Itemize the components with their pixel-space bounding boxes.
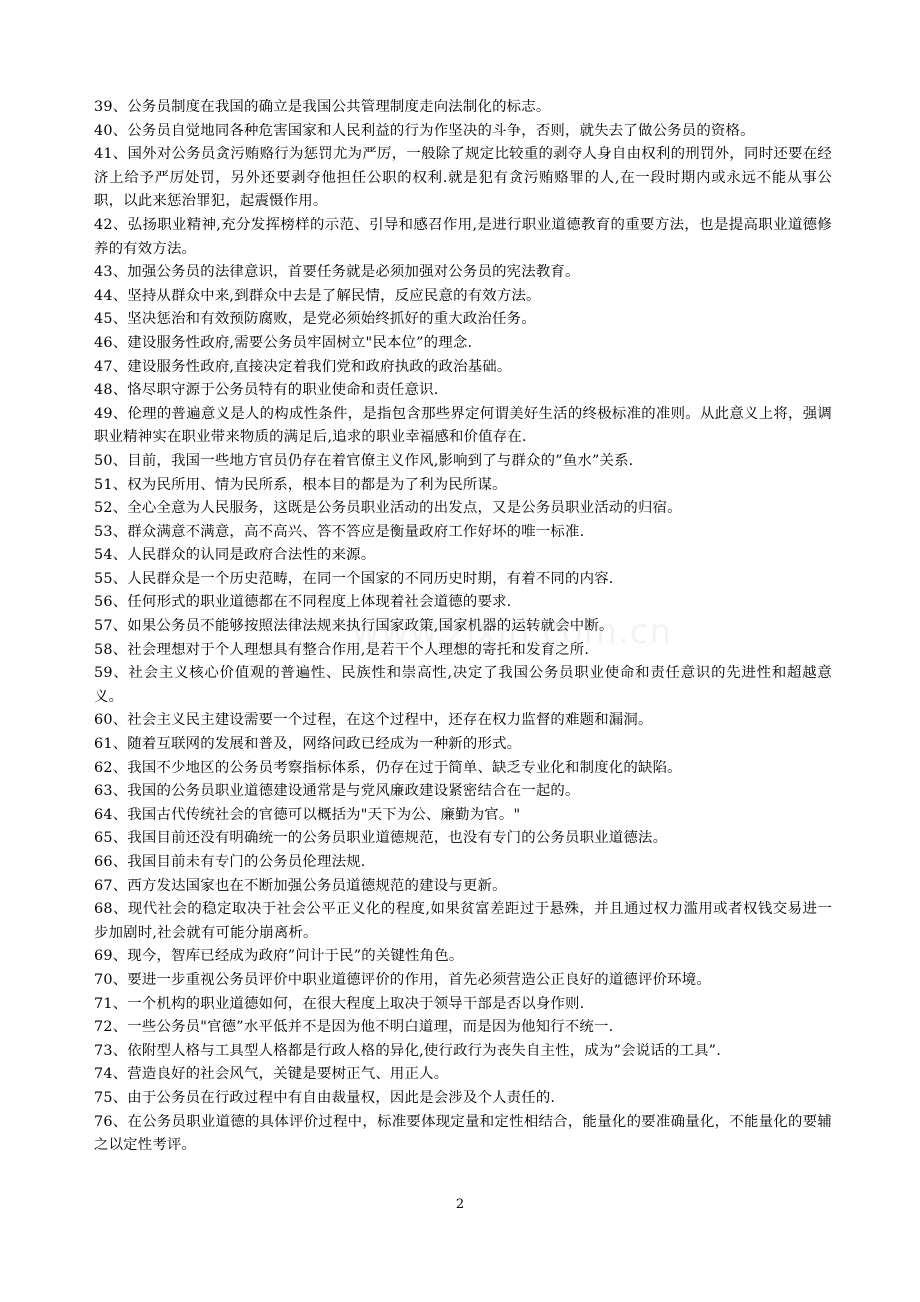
list-item: 43、加强公务员的法律意识，首要任务就是必须加强对公务员的宪法教育。 (94, 264, 580, 281)
list-item: 76、在公务员职业道德的具体评价过程中，标准要体现定量和定性相结合，能量化的要准确量化，不能量化的要辅之以定性考评。 (94, 1113, 832, 1154)
list-item: 61、随着互联网的发展和普及，网络问政已经成为一种新的形式。 (94, 736, 522, 753)
list-item: 56、任何形式的职业道德都在不同程度上体现着社会道德的要求. (94, 594, 512, 611)
list-item: 64、我国古代传统社会的官德可以概括为"天下为公、廉勤为官。" (94, 806, 521, 823)
list-item: 57、如果公务员不能够按照法律法规来执行国家政策,国家机器的运转就会中断。 (94, 618, 614, 635)
list-item: 51、权为民所用、情为民所系，根本目的都是为了利为民所谋。 (94, 476, 507, 493)
list-item: 53、群众满意不满意，高不高兴、答不答应是衡量政府工作好坏的唯一标准. (94, 523, 585, 540)
list-item: 42、弘扬职业精神,充分发挥榜样的示范、引导和感召作用,是进行职业道德教育的重要方法，也是提高职业道德修养的有效方法。 (94, 216, 832, 257)
list-item: 67、西方发达国家也在不断加强公务员道德规范的建设与更新。 (94, 877, 507, 894)
list-item: 63、我国的公务员职业道德建设通常是与党风廉政建设紧密结合在一起的。 (94, 783, 580, 800)
list-item: 47、建设服务性政府,直接决定着我们党和政府执政的政治基础。 (94, 358, 512, 375)
list-item: 65、我国目前还没有明确统一的公务员职业道德规范，也没有专门的公务员职业道德法。 (94, 830, 668, 847)
list-item: 44、坚持从群众中来,到群众中去是了解民情，反应民意的有效方法。 (94, 287, 541, 304)
list-item: 59、社会主义核心价值观的普遍性、民族性和崇高性,决定了我国公务员职业使命和责任意识的先进性和超越意义。 (94, 665, 832, 705)
document-body (94, 96, 832, 1158)
list-item: 74、营造良好的社会风气，关键是要树正气、用正人。 (94, 1066, 449, 1083)
list-item: 52、全心全意为人民服务，这既是公务员职业活动的出发点，又是公务员职业活动的归宿。 (94, 500, 682, 517)
list-item: 40、公务员自觉地同各种危害国家和人民利益的行为作坚决的斗争，否则，就失去了做公务员的资格。 (94, 122, 755, 139)
list-item: 39、公务员制度在我国的确立是我国公共管理制度走向法制化的标志。 (94, 99, 551, 115)
list-item: 50、目前，我国一些地方官员仍存在着官僚主义作风,影响到了与群众的”鱼水”关系. (94, 452, 634, 469)
list-item: 62、我国不少地区的公务员考察指标体系，仍存在过于简单、缺乏专业化和制度化的缺陷。 (94, 759, 682, 776)
list-item: 46、建设服务性政府,需要公务员牢固树立"民本位”的理念. (94, 334, 473, 351)
list-item: 49、伦理的普遍意义是人的构成性条件，是指包含那些界定何谓美好生活的终极标准的准则。从此意义上将，强调职业精神实在职业带来物质的满足后,追求的职业幸福感和价值存在. (94, 405, 832, 446)
list-item: 73、依附型人格与工具型人格都是行政人格的异化,使行政行为丧失自主性，成为”会说话的工具”. (94, 1042, 722, 1059)
list-item: 69、现今，智库已经成为政府”问计于民”的关键性角色。 (94, 948, 464, 965)
page-number: 2 (455, 1197, 465, 1212)
list-item: 41、国外对公务员贪污贿赂行为惩罚尤为严厉，一般除了规定比较重的剥夺人身自由权利的刑罚外，同时还要在经济上给予严厉处罚，另外还要剥夺他担任公职的权利.就是犯有贪污贿赂罪的人,在一段时期内或永远不能从事公职，以此来惩治罪犯，起震慑作用。 (94, 146, 832, 210)
list-item: 75、由于公务员在行政过程中有自由裁量权，因此是会涉及个人责任的. (94, 1089, 556, 1106)
list-item: 58、社会理想对于个人理想具有整合作用,是若干个人理想的寄托和发育之所. (94, 641, 590, 658)
list-item: 60、社会主义民主建设需要一个过程，在这个过程中，还存在权力监督的难题和漏洞。 (94, 712, 653, 729)
list-item: 55、人民群众是一个历史范畴，在同一个国家的不同历史时期，有着不同的内容. (94, 570, 614, 587)
list-item: 54、人民群众的认同是政府合法性的来源。 (94, 547, 376, 564)
list-item: 70、要进一步重视公务员评价中职业道德评价的作用，首先必须营造公正良好的道德评价环境。 (94, 971, 711, 988)
list-item: 45、坚决惩治和有效预防腐败，是党必须始终抓好的重大政治任务。 (94, 311, 536, 328)
list-item: 66、我国目前未有专门的公务员伦理法规. (94, 854, 366, 870)
list-item: 72、一些公务员"官德”水平低并不是因为他不明白道理，而是因为他知行不统一. (94, 1019, 614, 1036)
list-item: 48、恪尽职守源于公务员特有的职业使命和责任意识. (94, 382, 439, 399)
list-item: 71、一个机构的职业道德如何，在很大程度上取决于领导干部是否以身作则. (94, 995, 585, 1012)
list-item: 68、现代社会的稳定取决于社会公平正义化的程度,如果贫富差距过于悬殊，并且通过权力滥用或者权钱交易进一步加剧时,社会就有可能分崩离析。 (94, 901, 832, 941)
